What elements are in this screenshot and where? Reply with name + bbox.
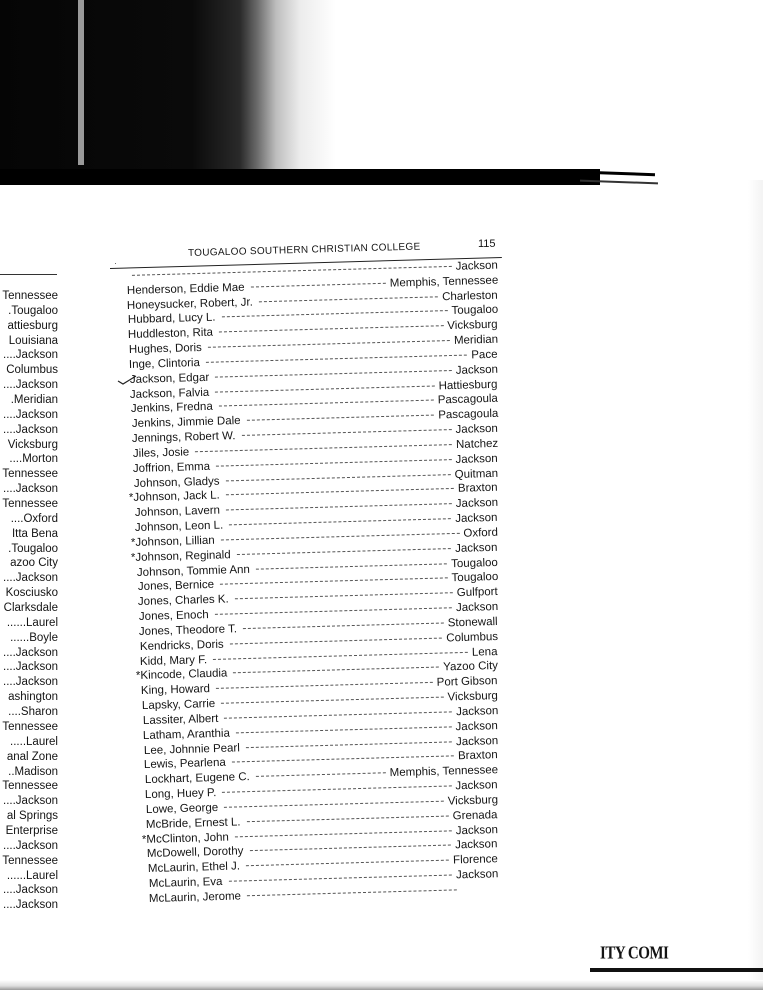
dash-leader <box>250 283 385 288</box>
left-page-line: .Meridian <box>10 394 58 407</box>
hometown: Jackson <box>455 452 498 466</box>
left-page-line: ....Sharon <box>8 706 58 719</box>
hometown: Vicksburg <box>447 318 498 333</box>
left-page-line: ......Boyle <box>10 631 58 644</box>
hometown: Yazoo City <box>442 660 498 674</box>
hometown: Hattiesburg <box>438 378 498 393</box>
hometown: Florence <box>452 853 499 867</box>
student-name: McBride, Ernest L. <box>146 816 242 831</box>
student-name: Long, Huey P. <box>145 787 217 802</box>
student-name: Johnson, Tommie Ann <box>136 563 251 579</box>
dash-leader <box>235 830 452 837</box>
dash-leader <box>216 682 433 689</box>
hometown: Meridian <box>453 333 498 348</box>
hometown: Jackson <box>455 601 498 615</box>
student-name: *Johnson, Reginald <box>131 548 232 564</box>
hometown: Tougaloo <box>450 556 498 570</box>
dash-leader <box>215 370 452 378</box>
left-page-column <box>0 289 58 913</box>
corner-mark: · <box>114 258 117 268</box>
left-page-line: Tennessee <box>2 468 58 481</box>
dash-leader <box>132 266 452 276</box>
dash-leader <box>219 326 443 333</box>
dash-leader <box>220 578 448 585</box>
left-page-line: ....Jackson <box>3 646 58 659</box>
student-name: *Johnson, Lillian <box>130 534 215 549</box>
student-name: Joffrion, Emma <box>132 460 211 475</box>
hometown: Jackson <box>455 497 498 511</box>
dash-leader <box>224 801 444 808</box>
student-name: *McClinton, John <box>141 831 229 846</box>
left-page-line: ....Jackson <box>3 795 58 808</box>
dash-leader <box>226 503 452 510</box>
student-name: Johnson, Lavern <box>134 504 220 520</box>
student-name: Henderson, Eddie Mae <box>126 281 245 297</box>
student-name: Huddleston, Rita <box>127 326 214 342</box>
student-name: Jackson, Edgar <box>129 371 210 386</box>
student-name: Honeysucker, Robert, Jr. <box>126 296 254 312</box>
dash-leader <box>221 533 460 541</box>
bottom-edge-bar <box>590 968 763 972</box>
left-page-line: ....Jackson <box>3 839 58 852</box>
dash-leader <box>216 385 435 392</box>
student-name: Lee, Johnnie Pearl <box>143 741 240 757</box>
left-page-line: ....Jackson <box>3 661 58 674</box>
bottom-edge-shadow <box>0 980 763 990</box>
hometown: Jackson <box>455 868 498 882</box>
left-page-line: ....Jackson <box>3 408 58 421</box>
left-page-line: Tennessee <box>2 720 58 733</box>
dash-leader <box>256 563 447 569</box>
student-name: McLaurin, Ethel J. <box>147 860 241 876</box>
hometown: Jackson <box>455 779 499 793</box>
left-page-line: Tennessee <box>2 854 58 867</box>
left-page-line: Enterprise <box>5 824 58 837</box>
left-page-line: ....Jackson <box>3 379 58 392</box>
left-page-line: ....Jackson <box>3 483 58 496</box>
dash-leader <box>237 548 452 555</box>
dash-leader <box>221 311 447 318</box>
hometown: Jackson <box>455 734 498 748</box>
dash-leader <box>230 518 452 525</box>
dash-leader <box>232 756 454 763</box>
hometown: Jackson <box>455 823 498 837</box>
dash-leader <box>228 875 452 882</box>
book-spine-stripe <box>78 0 84 165</box>
hometown: Jackson <box>455 719 498 733</box>
hometown: Pascagoula <box>437 408 498 422</box>
left-page-line: azoo City <box>10 557 58 570</box>
left-page-line: .Tougaloo <box>8 542 58 555</box>
student-name: Jones, Enoch <box>138 609 209 624</box>
dash-leader <box>206 355 467 363</box>
hometown: Oxford <box>463 526 498 540</box>
student-name: Lewis, Pearlena <box>143 757 227 772</box>
student-name: *Johnson, Jack L. <box>129 489 221 505</box>
dash-leader <box>247 815 449 822</box>
left-page-line: ....Jackson <box>3 572 58 585</box>
hometown: Jackson <box>455 541 498 555</box>
hometown: Tougaloo <box>450 571 498 585</box>
dash-leader <box>224 711 452 718</box>
left-page-line: al Springs <box>6 810 58 823</box>
hometown: Natchez <box>455 437 498 451</box>
dash-leader <box>246 860 449 867</box>
student-name: Johnson, Leon L. <box>135 519 224 535</box>
hometown: Gulfport <box>456 586 498 600</box>
student-name: Lassiter, Albert <box>142 712 219 727</box>
dash-leader <box>250 845 452 852</box>
student-name: Jenkins, Fredna <box>130 401 213 416</box>
student-name: Hubbard, Lucy L. <box>127 312 216 327</box>
hometown: Memphis, Tennessee <box>389 764 498 780</box>
dash-leader <box>236 726 452 733</box>
left-page-line: Columbus <box>6 364 58 377</box>
hometown: Tougaloo <box>450 304 498 318</box>
dash-leader <box>223 785 452 792</box>
hometown: Charleston <box>442 289 498 303</box>
hometown: Jackson <box>455 363 498 377</box>
student-name: Lockhart, Eugene C. <box>144 771 250 787</box>
left-page-line: ......Laurel <box>6 616 58 629</box>
left-page-line: .....Laurel <box>10 735 58 748</box>
student-name: Jenkins, Jimmie Dale <box>131 415 241 431</box>
dash-leader <box>245 741 451 748</box>
hometown: Jackson <box>455 511 498 526</box>
dash-leader <box>243 622 444 629</box>
left-page-rule <box>0 274 57 275</box>
left-page-line: .Tougaloo <box>8 304 58 317</box>
student-name: Kidd, Mary F. <box>140 653 208 668</box>
student-name: Jennings, Robert W. <box>131 430 236 446</box>
hometown: Stonewall <box>447 615 498 630</box>
left-page-line: Tennessee <box>2 290 58 302</box>
hometown: Braxton <box>458 482 498 496</box>
hometown: Jackson <box>455 704 499 719</box>
hometown: Vicksburg <box>447 794 498 808</box>
left-page-line: ....Oxford <box>10 512 58 525</box>
left-page-line: Itta Bena <box>11 527 58 540</box>
hometown: Columbus <box>445 630 498 645</box>
left-page-line: ......Laurel <box>6 869 58 882</box>
hometown: Quitman <box>454 467 498 481</box>
left-page-line: ....Jackson <box>3 884 58 897</box>
page-right-edge <box>748 180 763 980</box>
student-name: King, Howard <box>141 683 211 698</box>
student-name: Kendricks, Doris <box>139 638 224 653</box>
dash-leader <box>242 429 452 436</box>
hometown: Pascagoula <box>437 393 498 407</box>
student-name: Jackson, Falvia <box>130 386 210 401</box>
bottom-edge-fragment: ITY COMI <box>600 944 669 964</box>
student-name: Lapsky, Carrie <box>141 698 216 713</box>
student-name: McLaurin, Jerome <box>148 890 242 905</box>
student-name: Latham, Aranthia <box>142 727 231 742</box>
dash-leader <box>214 607 451 615</box>
left-page-line: anal Zone <box>6 750 58 763</box>
dash-leader <box>219 400 434 407</box>
left-page-line: ....Jackson <box>3 899 58 912</box>
student-name: Jones, Theodore T. <box>138 623 238 638</box>
student-name: Hughes, Doris <box>128 342 202 357</box>
left-page-line: ashington <box>8 691 58 704</box>
left-page-line: Tennessee <box>2 498 58 511</box>
left-page-line: ....Jackson <box>3 676 58 689</box>
hometown: Memphis, Tennessee <box>389 274 498 290</box>
dash-leader <box>259 296 438 302</box>
hometown: Pace <box>471 348 498 362</box>
hometown: Grenada <box>452 808 498 823</box>
left-page-line: Kosciusko <box>5 587 58 600</box>
left-page-line: Louisiana <box>8 334 58 347</box>
left-page-line: ..Madison <box>8 765 58 778</box>
dash-leader <box>225 474 450 481</box>
left-page-line: attiesburg <box>7 319 58 332</box>
left-page-line: Tennessee <box>2 780 58 793</box>
hometown: Lena <box>472 645 498 659</box>
student-name: McLaurin, Eva <box>148 875 223 891</box>
dash-leader <box>235 592 453 599</box>
left-page-line: ....Morton <box>9 453 58 466</box>
dash-leader <box>195 444 452 452</box>
hometown: Port Gibson <box>436 675 498 689</box>
student-name: Jones, Charles K. <box>137 593 229 609</box>
page-number: 115 <box>478 238 496 250</box>
hometown: Braxton <box>458 749 498 763</box>
dash-leader <box>255 772 385 777</box>
student-name: McDowell, Dorothy <box>147 845 245 861</box>
dash-leader <box>233 667 439 674</box>
hometown: Jackson <box>455 422 498 437</box>
student-name: Johnson, Gladys <box>133 475 220 490</box>
student-name: Jones, Bernice <box>137 579 214 594</box>
dash-leader <box>216 459 451 467</box>
dash-leader <box>208 340 450 348</box>
dash-leader <box>247 889 457 896</box>
scanned-book-gutter-shadow <box>0 0 600 185</box>
student-name: Jiles, Josie <box>132 446 189 460</box>
dash-leader <box>226 488 454 495</box>
hometown: Vicksburg <box>447 690 498 704</box>
left-page-line: ....Jackson <box>3 349 58 362</box>
left-page-line: Clarksdale <box>3 602 58 615</box>
student-name: Inge, Clintoria <box>129 356 201 371</box>
student-name: Lowe, George <box>145 801 219 816</box>
running-head: TOUGALOO SOUTHERN CHRISTIAN COLLEGE <box>187 241 421 259</box>
dash-leader <box>229 637 442 644</box>
dash-leader <box>213 651 468 659</box>
student-name: *Kincode, Claudia <box>135 667 228 683</box>
hometown: Jackson <box>455 259 498 273</box>
dash-leader <box>221 697 443 704</box>
left-page-line: ....Jackson <box>3 423 58 436</box>
dash-leader <box>246 415 434 421</box>
left-page-line: Vicksburg <box>7 438 58 451</box>
hometown: Jackson <box>455 838 498 852</box>
